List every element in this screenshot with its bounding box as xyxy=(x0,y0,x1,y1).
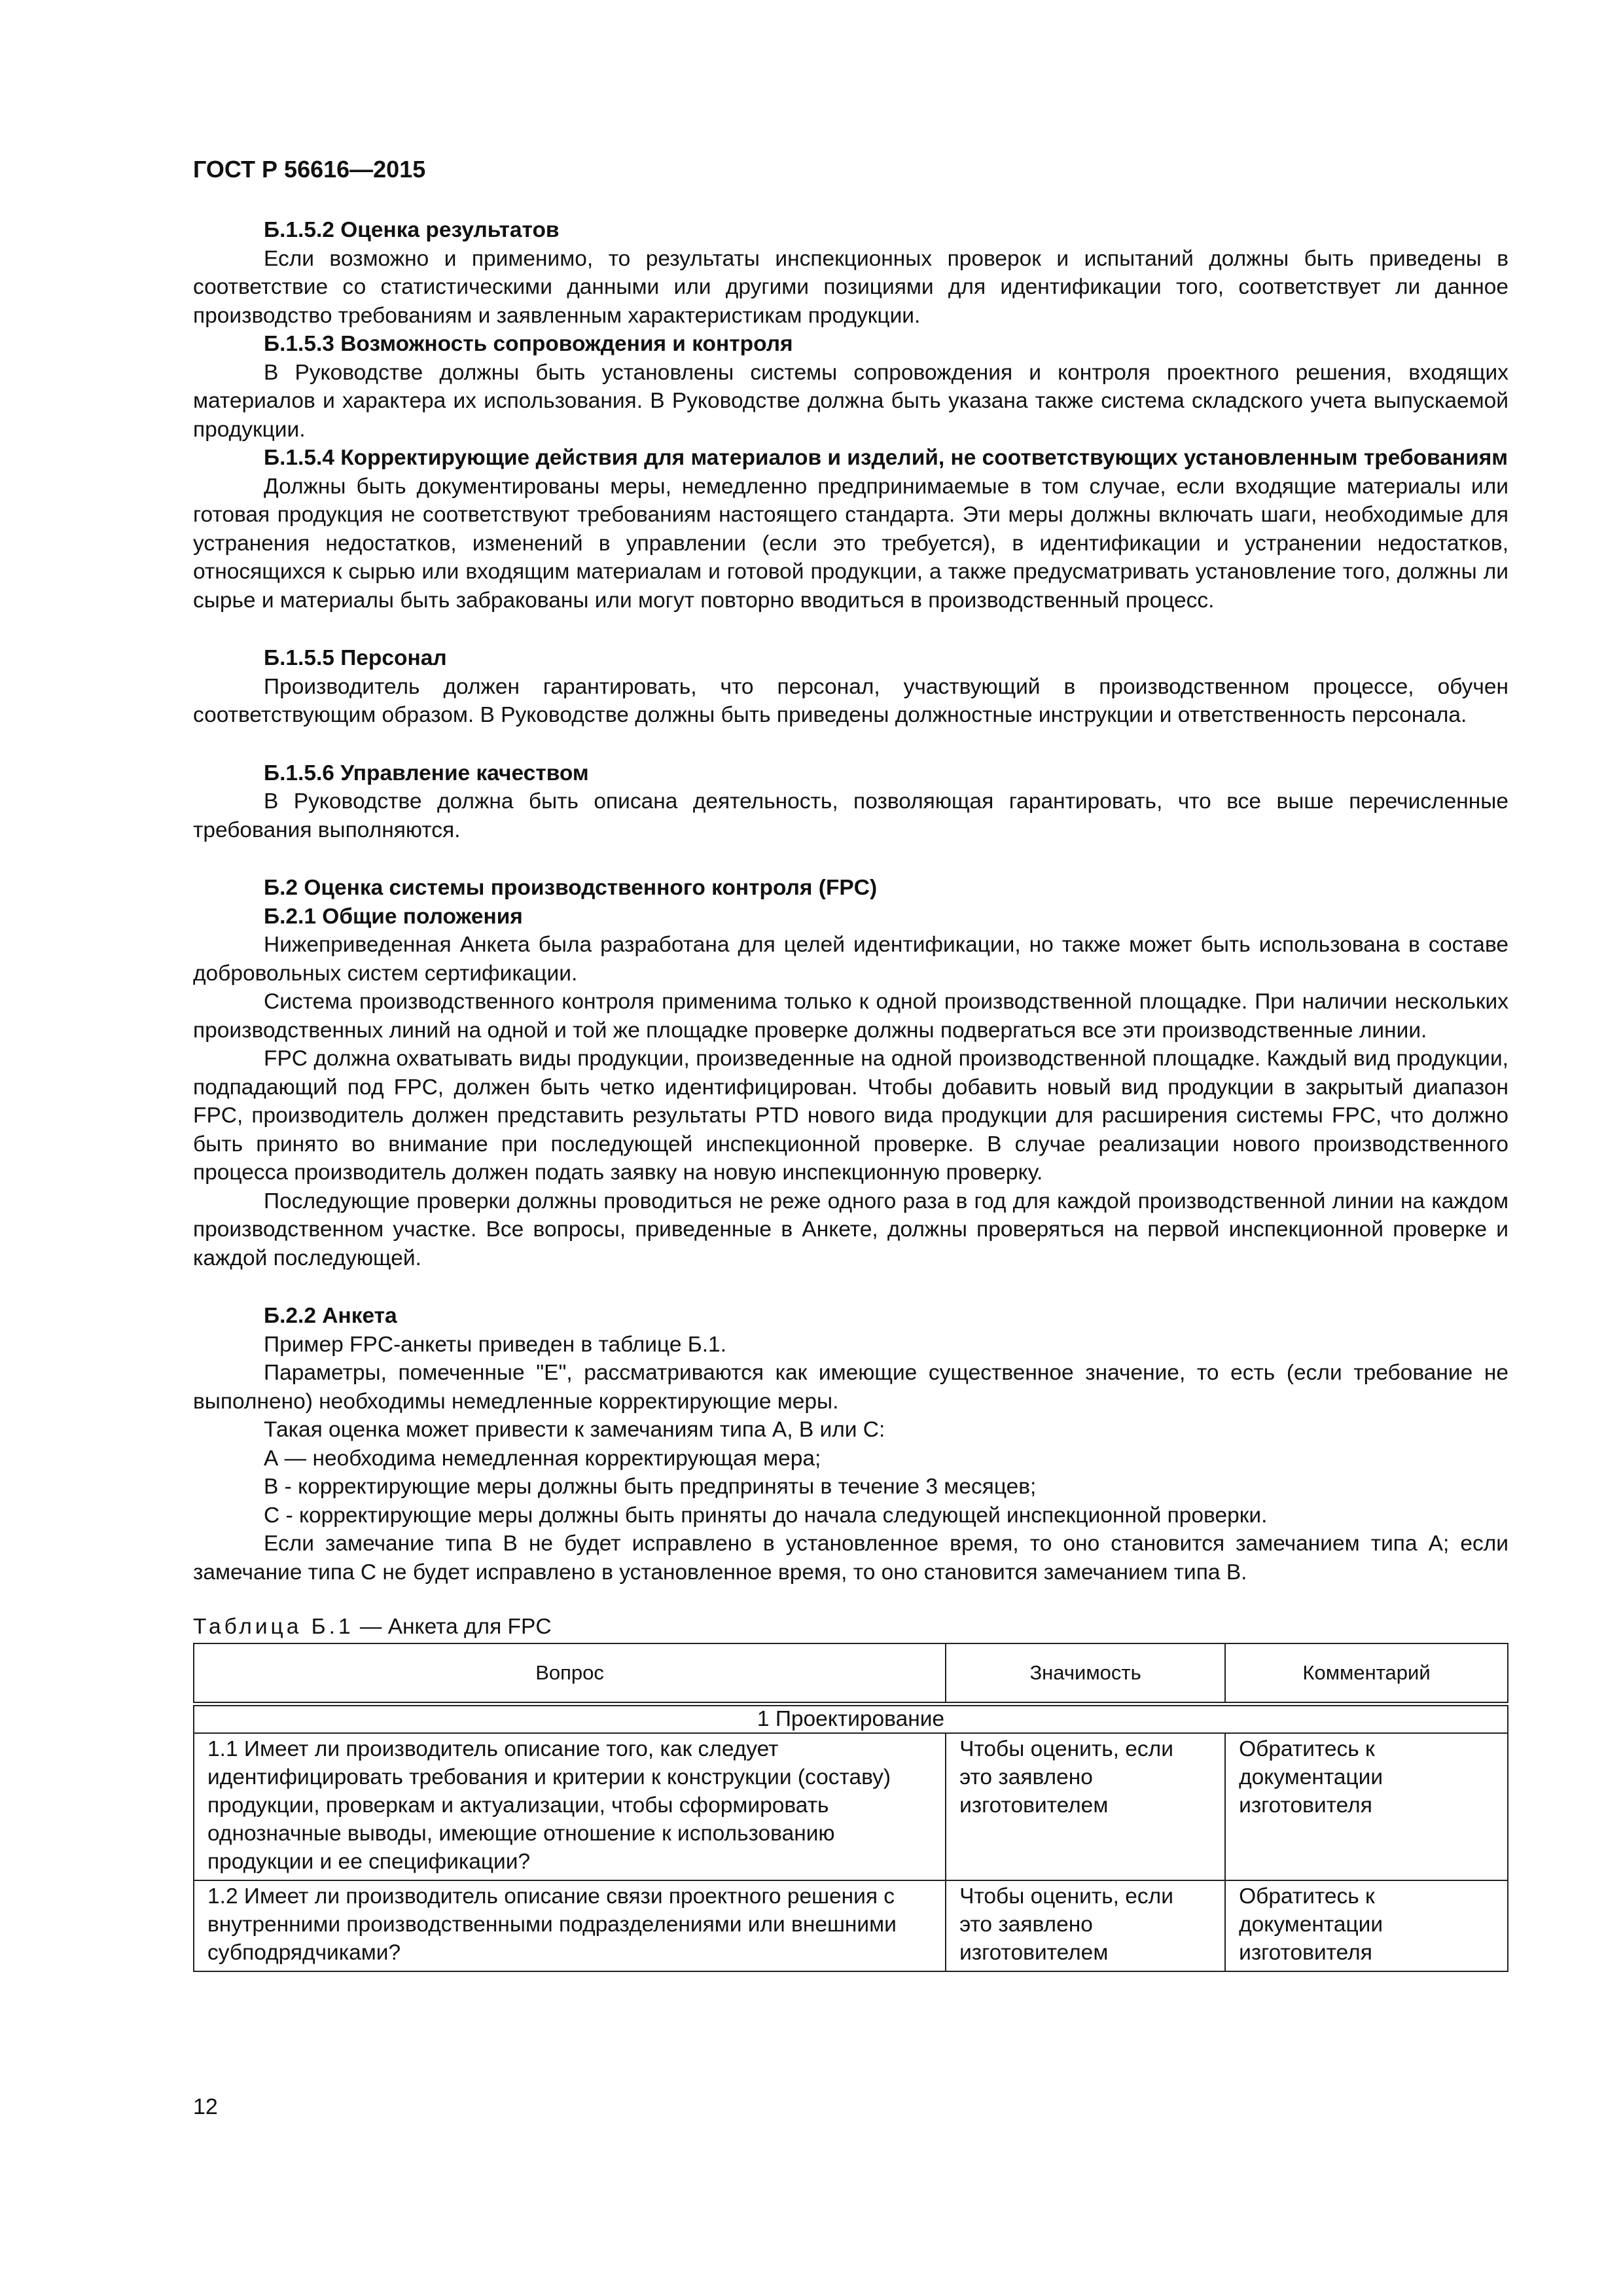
comment-cell: Обратитесь к документации изготовителя xyxy=(1225,1880,1508,1971)
table-caption-label: Таблица Б.1 xyxy=(193,1615,354,1639)
paragraph: Такая оценка может привести к замечаниям типа А, В или С: xyxy=(264,1418,885,1442)
paragraph: Должны быть документированы меры, немедленно предпринимаемые в том случае, если входящие материалы или готовая продукция не соответствуют требованиям настоящего стандарта. Эти меры должны включать шаги, необходимые для устранения недостатков, изменений в управлении (если это требуется), в идентификации и устранении недостатков, относящихся к сырью или входящим материалам и готовой продукции, а также предусматривать установление того, должны ли сырье и материалы быть забракованы или могут повторно вводиться в производственный процесс. xyxy=(193,474,1508,613)
paragraph: Нижеприведенная Анкета была разработана для целей идентификации, но также может быть использована в составе добровольных систем сертификации. xyxy=(193,933,1508,986)
paragraph: Если замечание типа В не будет исправлено в установленное время, то оно становится замечанием типа А; если замечание типа С не будет исправлено в установленное время, то оно становится замечанием типа В. xyxy=(193,1532,1508,1585)
paragraph: Производитель должен гарантировать, что персонал, участвующий в производственном процессе, обучен соответствующим образом. В Руководстве должны быть приведены должностные инструкции и ответственность персонала. xyxy=(193,674,1508,727)
document-header: ГОСТ Р 56616—2015 xyxy=(193,156,426,183)
section-heading: Б.1.5.2 Оценка результатов xyxy=(264,218,560,242)
paragraph: В Руководстве должна быть описана деятельность, позволяющая гарантировать, что все выше перечисленные требования выполняются. xyxy=(193,789,1508,842)
table-section-title: 1 Проектирование xyxy=(194,1704,1508,1733)
list-item: С - корректирующие меры должны быть приняты до начала следующей инспекционной проверки. xyxy=(264,1503,1268,1528)
list-item: А — необходима немедленная корректирующая мера; xyxy=(264,1446,821,1471)
page-number: 12 xyxy=(193,2094,218,2119)
list-item: В - корректирующие меры должны быть предприняты в течение 3 месяцев; xyxy=(264,1475,1037,1499)
section-heading: Б.2 Оценка системы производственного контроля (FPC) xyxy=(264,876,878,900)
section-heading: Б.1.5.5 Персонал xyxy=(264,646,447,670)
section-heading: Б.1.5.6 Управление качеством xyxy=(264,761,589,785)
document-body xyxy=(193,216,1508,1972)
table-row xyxy=(194,1880,1508,1971)
fpc-questionnaire-table xyxy=(193,1643,1508,1972)
paragraph: Система производственного контроля применима только к одной производственной площадке. При наличии нескольких производственных линий на одной и той же площадке проверке должны подвергаться все эти производственные линии. xyxy=(193,990,1508,1043)
paragraph: Параметры, помеченные "E", рассматриваются как имеющие существенное значение, то есть (если требование не выполнено) необходимы немедленные корректирующие меры. xyxy=(193,1361,1508,1414)
subsection-heading: Б.2.1 Общие положения xyxy=(264,904,523,929)
significance-cell: Чтобы оценить, если это заявлено изготовителем xyxy=(946,1880,1225,1971)
paragraph: Последующие проверки должны проводиться не реже одного раза в год для каждой производственной линии на каждом производственном участке. Все вопросы, приведенные в Анкете, должны проверяться на первой инспекционной проверке и каждой последующей. xyxy=(193,1189,1508,1270)
section-heading: Б.1.5.4 Корректирующие действия для материалов и изделий, не соответствующих установленным требованиям xyxy=(264,446,1508,470)
column-header-question: Вопрос xyxy=(194,1643,946,1704)
table-caption-title: — Анкета для FPC xyxy=(353,1615,552,1639)
column-header-significance: Значимость xyxy=(946,1643,1225,1704)
paragraph: FPC должна охватывать виды продукции, произведенные на одной производственной площадке. Каждый вид продукции, подпадающий под FPC, должен быть четко идентифицирован. Чтобы добавить новый вид продукции в закрытый диапазон FPC, производитель должен представить результаты PTD нового вида продукции для расширения системы FPC, что должно быть принято во внимание при последующей инспекционной проверке. В случае реализации нового производственного процесса производитель должен подать заявку на новую инспекционную проверку. xyxy=(193,1047,1508,1185)
table-section-row xyxy=(194,1704,1508,1733)
column-header-comment: Комментарий xyxy=(1225,1643,1508,1704)
question-cell: 1.1 Имеет ли производитель описание того, как следует идентифицировать требования и критерии к конструкции (составу) продукции, проверкам и актуализации, чтобы сформировать однозначные выводы, имеющие отношение к использованию продукции и ее спецификации? xyxy=(194,1733,946,1880)
section-heading: Б.1.5.3 Возможность сопровождения и контроля xyxy=(264,332,793,356)
paragraph: Если возможно и применимо, то результаты инспекционных проверок и испытаний должны быть приведены в соответствие со статистическими данными или другими позициями для идентификации того, соответствует ли данное производство требованиям и заявленным характеристикам продукции. xyxy=(193,246,1508,328)
comment-cell: Обратитесь к документации изготовителя xyxy=(1225,1733,1508,1880)
section-heading: Б.2.2 Анкета xyxy=(264,1304,397,1328)
table-header-row xyxy=(194,1643,1508,1704)
table-row xyxy=(194,1733,1508,1880)
paragraph: Пример FPC-анкеты приведен в таблице Б.1. xyxy=(264,1332,727,1357)
paragraph: В Руководстве должны быть установлены системы сопровождения и контроля проектного решения, входящих материалов и характера их использования. В Руководстве должна быть указана также система складского учета выпускаемой продукции. xyxy=(193,360,1508,442)
question-cell: 1.2 Имеет ли производитель описание связи проектного решения с внутренними производственными подразделениями или внешними субподрядчиками? xyxy=(194,1880,946,1971)
table-caption xyxy=(193,1613,1508,1641)
significance-cell: Чтобы оценить, если это заявлено изготовителем xyxy=(946,1733,1225,1880)
